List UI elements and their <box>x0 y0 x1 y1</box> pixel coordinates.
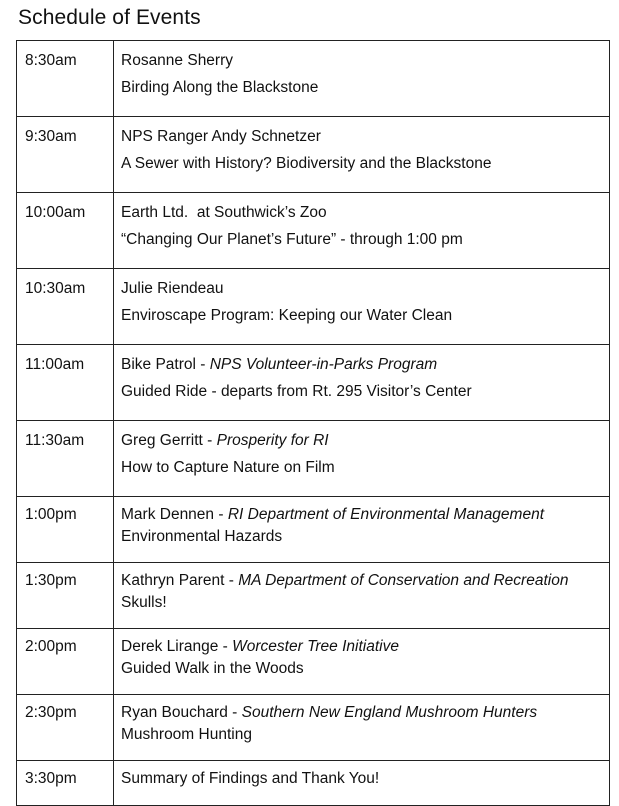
separator: - <box>202 432 217 449</box>
event-description: “Changing Our Planet’s Future” - through 1:00 pm <box>121 231 463 248</box>
event-time: 10:30am <box>17 269 114 345</box>
table-row <box>17 629 610 695</box>
event-time: 1:30pm <box>17 563 114 629</box>
page-title: Schedule of Events <box>18 6 201 29</box>
event-details <box>114 421 610 497</box>
event-time: 8:30am <box>17 41 114 117</box>
separator: - <box>224 572 239 589</box>
table-row <box>17 193 610 269</box>
event-presenter: Mark Dennen <box>121 506 215 523</box>
separator: - <box>195 356 210 373</box>
event-presenter: Greg Gerritt <box>121 432 203 449</box>
event-details <box>114 497 610 563</box>
table-row <box>17 761 610 806</box>
event-presenter: NPS Ranger Andy Schnetzer <box>121 128 321 145</box>
schedule-table <box>16 40 610 806</box>
table-row <box>17 695 610 761</box>
table-row <box>17 563 610 629</box>
event-description: Guided Walk in the Woods <box>121 660 304 677</box>
event-organization: RI Department of Environmental Management <box>227 506 545 523</box>
event-presenter: Derek Lirange <box>121 638 219 655</box>
event-details <box>114 629 610 695</box>
event-description: How to Capture Nature on Film <box>121 459 335 476</box>
event-organization: NPS Volunteer-in-Parks Program <box>209 356 438 373</box>
event-presenter: Kathryn Parent <box>121 572 225 589</box>
event-presenter: Rosanne Sherry <box>121 52 234 69</box>
event-description: Guided Ride - departs from Rt. 295 Visitor’s Center <box>121 383 472 400</box>
table-row <box>17 117 610 193</box>
event-details <box>114 695 610 761</box>
event-details <box>114 193 610 269</box>
event-organization: MA Department of Conservation and Recreation <box>238 572 569 589</box>
event-presenter: Summary of Findings and Thank You! <box>121 770 380 787</box>
table-row <box>17 269 610 345</box>
event-presenter: Ryan Bouchard <box>121 704 228 721</box>
event-organization: Southern New England Mushroom Hunters <box>241 704 538 721</box>
event-description: Mushroom Hunting <box>121 726 252 743</box>
event-description: Environmental Hazards <box>121 528 283 545</box>
table-row <box>17 421 610 497</box>
table-row <box>17 41 610 117</box>
event-time: 2:30pm <box>17 695 114 761</box>
event-description: Enviroscape Program: Keeping our Water Clean <box>121 307 453 324</box>
table-row <box>17 345 610 421</box>
table-row <box>17 497 610 563</box>
event-description: Birding Along the Blackstone <box>121 79 319 96</box>
event-details <box>114 269 610 345</box>
separator: - <box>227 704 242 721</box>
event-time: 3:30pm <box>17 761 114 806</box>
event-time: 11:30am <box>17 421 114 497</box>
event-time: 10:00am <box>17 193 114 269</box>
event-time: 11:00am <box>17 345 114 421</box>
event-description: A Sewer with History? Biodiversity and the Blackstone <box>121 155 492 172</box>
event-details <box>114 563 610 629</box>
event-details <box>114 761 610 806</box>
event-details <box>114 345 610 421</box>
event-presenter: Earth Ltd. at Southwick’s Zoo <box>121 204 327 221</box>
separator: - <box>214 506 228 523</box>
event-details <box>114 117 610 193</box>
event-description: Skulls! <box>121 594 167 611</box>
event-organization: Prosperity for RI <box>216 432 329 449</box>
event-time: 9:30am <box>17 117 114 193</box>
event-presenter: Bike Patrol <box>121 356 196 373</box>
event-organization: Worcester Tree Initiative <box>232 638 399 655</box>
event-time: 2:00pm <box>17 629 114 695</box>
event-details <box>114 41 610 117</box>
event-presenter: Julie Riendeau <box>121 280 224 297</box>
separator: - <box>218 638 233 655</box>
event-time: 1:00pm <box>17 497 114 563</box>
